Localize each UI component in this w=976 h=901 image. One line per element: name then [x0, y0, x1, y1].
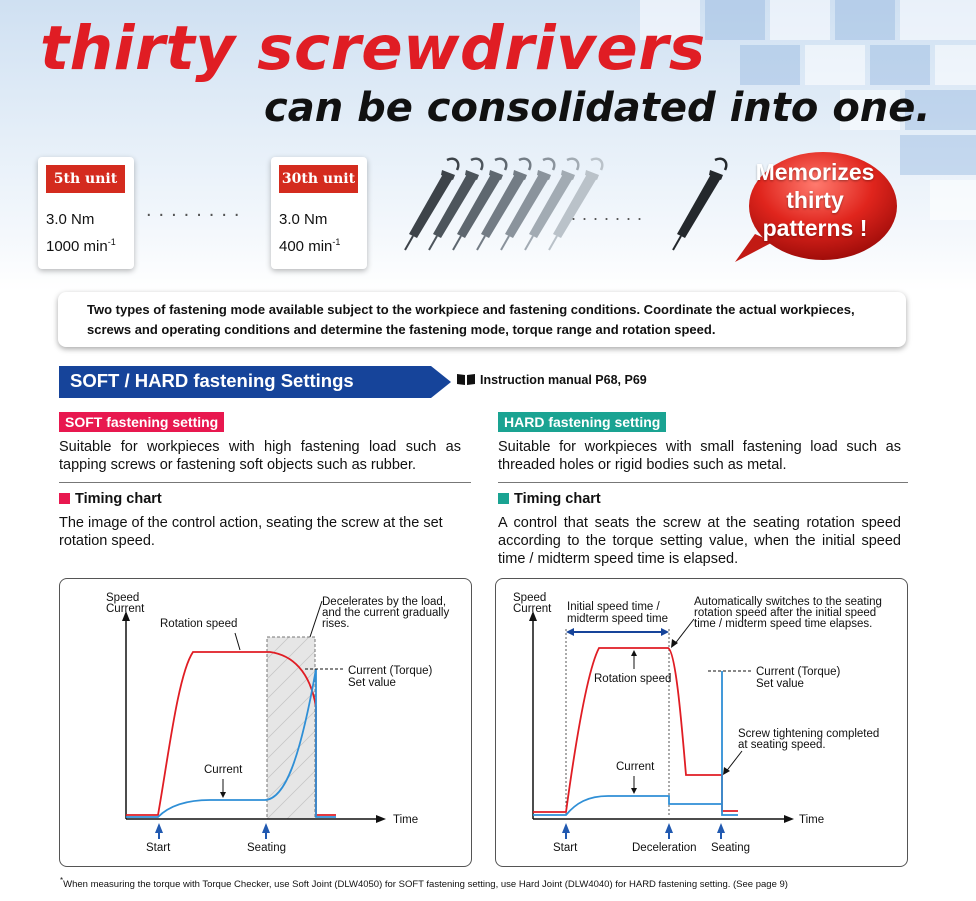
deceleration-label: Deceleration — [632, 842, 697, 854]
hard-setting-label: HARD fastening setting — [498, 412, 666, 432]
soft-setting-label: SOFT fastening setting — [59, 412, 224, 432]
auto-switch-note-1: Automatically switches to the seating — [694, 596, 882, 608]
hard-divider — [498, 482, 908, 483]
footnote: *When measuring the torque with Torque Checker, use Soft Joint (DLW4050) for SOFT fastening setting, use Hard Joint (DLW4040) for HARD fastening setting. (See page 9) — [60, 876, 788, 891]
headline-primary: thirty screwdrivers — [40, 13, 706, 84]
hard-chart-svg — [496, 579, 907, 866]
x-axis-arrow — [376, 815, 386, 823]
y-label-speed: Speed — [513, 592, 547, 604]
current-label: Current — [204, 764, 243, 776]
soft-chart-svg — [60, 579, 471, 866]
svg-text:.......: ....... — [571, 204, 649, 224]
soft-timing-title: Timing chart — [59, 491, 162, 507]
memorizes-bubble-text: Memorizes thirty patterns ! — [755, 159, 875, 241]
start-label: Start — [553, 842, 578, 854]
unit-specs — [279, 209, 340, 258]
rotation-speed-label: Rotation speed — [594, 673, 672, 685]
ellipsis-dots: ........ — [146, 199, 247, 221]
section-title: SOFT / HARD fastening Settings — [70, 370, 354, 391]
hard-timing-title: Timing chart — [498, 491, 601, 507]
hard-description: Suitable for workpieces with small fastening load such as threaded holes or rigid bodies such as metal. — [498, 439, 901, 473]
unit-label: 5th unit — [46, 165, 125, 193]
headline-secondary: can be consolidated into one. — [264, 85, 931, 131]
complete-note-1: Screw tightening completed — [738, 728, 880, 740]
set-value-label-2: Set value — [348, 677, 396, 689]
complete-note-2: at seating speed. — [738, 739, 826, 751]
deceleration-arrow — [665, 823, 673, 833]
set-value-label-2: Set value — [756, 678, 804, 690]
bullet-square-icon — [59, 493, 70, 504]
unit-speed: 400 $\min^{-1}$ — [279, 237, 341, 255]
unit-specs — [46, 209, 116, 258]
auto-switch-note-2: rotation speed after the initial speed — [694, 607, 877, 619]
seating-label: Seating — [247, 842, 287, 854]
start-arrow — [562, 823, 570, 833]
soft-description: Suitable for workpieces with high fastening load such as tapping screws or fastening soft objects such as rubber. — [59, 439, 461, 473]
seating-label: Seating — [711, 842, 751, 854]
unit-label: 30th unit — [279, 165, 358, 193]
hard-timing-description: A control that seats the screw at the seating rotation speed according to the torque setting value, when the initial speed time / midterm speed time is elapsed. — [498, 515, 901, 567]
x-axis-arrow — [784, 815, 794, 823]
hard-timing-chart — [495, 578, 908, 867]
current-line — [533, 671, 738, 815]
auto-switch-note-3: time / midterm speed time elapses. — [694, 618, 873, 630]
unit-card-30th — [271, 157, 367, 269]
intro-text: Two types of fastening mode available subject to the workpiece and fastening conditions. Coordinate the actual workpieces, screws and operating conditions and determine the fastening mode, torque range and rotation speed. — [87, 302, 855, 337]
start-arrow — [155, 823, 163, 833]
y-label-current: Current — [513, 603, 552, 615]
screwdriver-illustration — [395, 156, 735, 266]
seating-arrow — [717, 823, 725, 833]
x-label-time: Time — [393, 814, 419, 826]
book-icon — [456, 373, 476, 386]
unit-torque: 3.0 Nm — [279, 211, 328, 228]
initial-speed-label-1: Initial speed time / — [567, 601, 660, 613]
start-label: Start — [146, 842, 171, 854]
initial-speed-label-2: midterm speed time — [567, 613, 668, 625]
unit-speed: 1000 $\min^{-1}$ — [46, 237, 116, 255]
soft-divider — [59, 482, 471, 483]
seating-arrow — [262, 823, 270, 833]
manual-reference: Instruction manual P68, P69 — [456, 373, 647, 387]
x-label-time: Time — [799, 814, 825, 826]
set-value-label-1: Current (Torque) — [756, 666, 841, 678]
unit-card-5th — [38, 157, 134, 269]
y-label-speed: Speed — [106, 592, 140, 604]
bullet-square-icon — [498, 493, 509, 504]
set-value-label-1: Current (Torque) — [348, 665, 433, 677]
unit-torque: 3.0 Nm — [46, 211, 95, 228]
rotation-speed-label: Rotation speed — [160, 618, 238, 630]
soft-timing-description: The image of the control action, seating the screw at the set rotation speed. — [59, 515, 443, 549]
current-label: Current — [616, 761, 655, 773]
hero-banner — [0, 0, 976, 292]
soft-timing-chart — [59, 578, 472, 867]
decel-note-2: and the current gradually — [322, 607, 450, 619]
y-label-current: Current — [106, 603, 145, 615]
intro-box — [58, 292, 906, 347]
section-header — [59, 366, 451, 398]
decel-note-3: rises. — [322, 618, 350, 630]
decel-note-1: Decelerates by the load, — [322, 596, 447, 608]
